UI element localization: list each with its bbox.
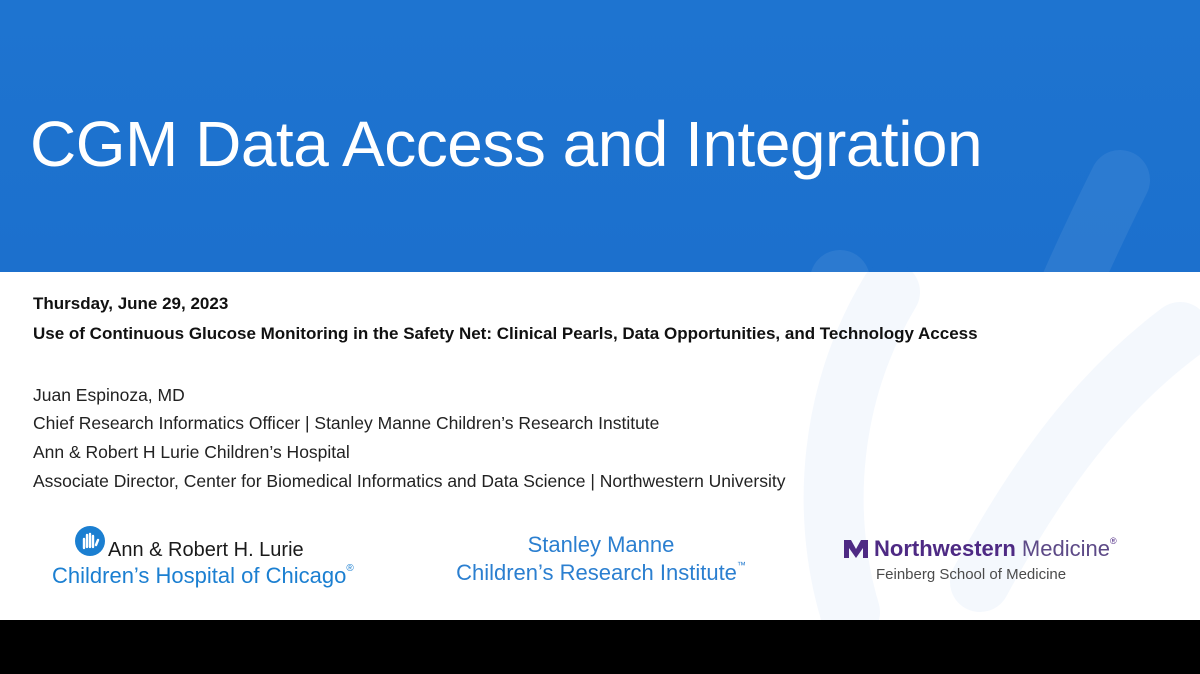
hand-icon (74, 525, 106, 557)
bottom-black-bar (0, 620, 1200, 674)
speaker-organization: Ann & Robert H Lurie Children’s Hospital (33, 442, 350, 462)
northwestern-logo-line1 (842, 536, 1117, 562)
speaker-name: Juan Espinoza, MD (33, 385, 185, 405)
session-title: Use of Continuous Glucose Monitoring in the Safety Net: Clinical Pearls, Data Opportunities, and Technology Access (33, 324, 978, 343)
lurie-logo-line1: Ann & Robert H. Lurie (108, 539, 304, 561)
stanley-manne-logo (446, 532, 756, 586)
lurie-reg-mark: ® (346, 563, 354, 574)
manne-logo-line2-text: Children’s Research Institute (456, 560, 737, 585)
northwestern-wordmark: Northwestern (874, 536, 1016, 561)
lurie-logo-line2-text: Children’s Hospital of Chicago (52, 563, 347, 588)
manne-tm-mark: ™ (736, 560, 746, 570)
northwestern-reg-mark: ® (1109, 536, 1117, 546)
header-band (0, 0, 1200, 272)
manne-logo-line2 (446, 560, 756, 586)
lurie-logo-line2 (52, 563, 354, 589)
speaker-role: Chief Research Informatics Officer | Stanley Manne Children’s Research Institute (33, 413, 660, 433)
speaker-secondary-role: Associate Director, Center for Biomedical Informatics and Data Science | Northwestern University (33, 471, 786, 491)
presentation-date: Thursday, June 29, 2023 (33, 294, 229, 313)
feinberg-school-label: Feinberg School of Medicine (876, 566, 1067, 583)
northwestern-medicine-logo (842, 536, 1117, 583)
medicine-wordmark: Medicine (1021, 536, 1110, 561)
nm-monogram-icon (842, 539, 870, 559)
manne-logo-line1: Stanley Manne (527, 532, 675, 557)
slide-title: CGM Data Access and Integration (30, 108, 983, 180)
